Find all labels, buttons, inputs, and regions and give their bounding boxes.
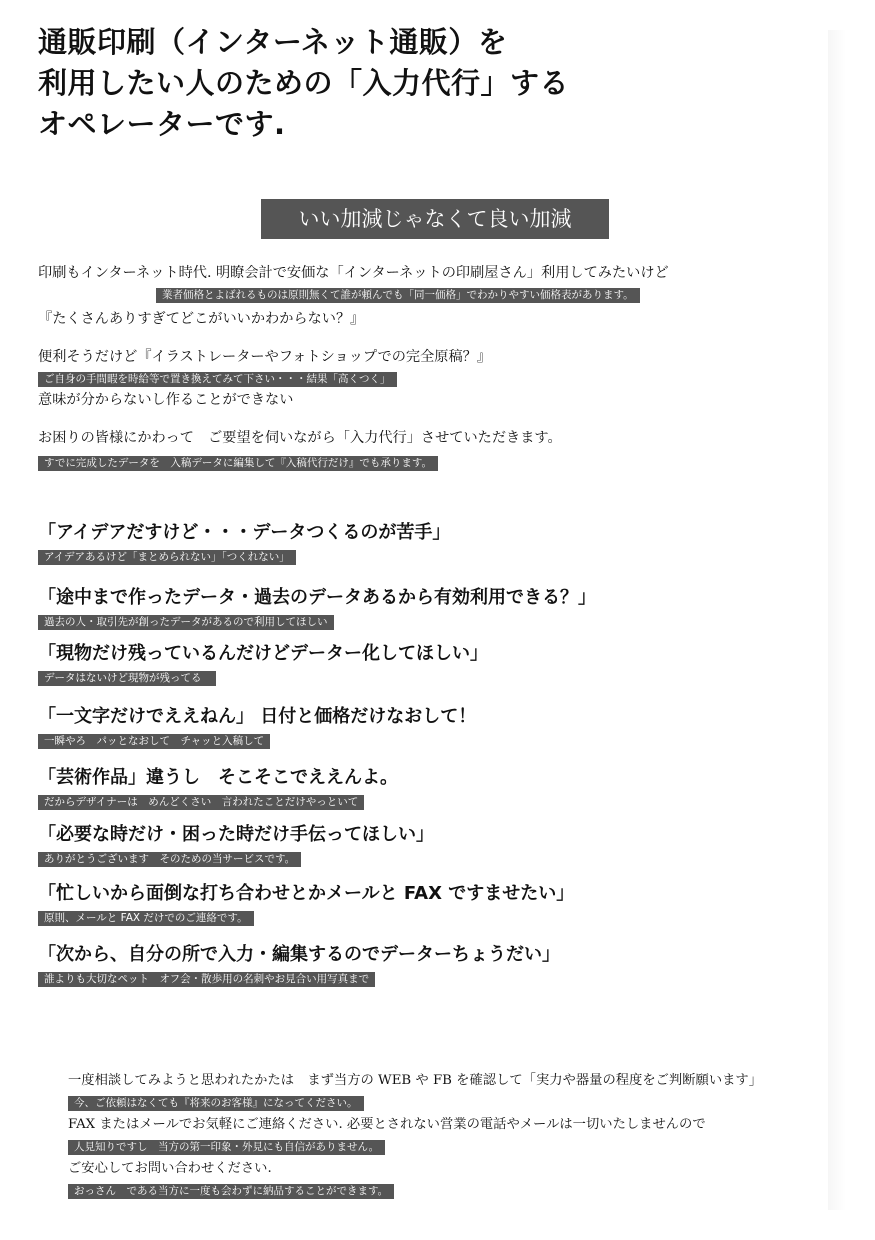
case-6 <box>38 823 434 867</box>
intro-text-1b: 『たくさんありすぎてどこがいいかわからない？』 <box>38 311 365 327</box>
footer-paragraph-3 <box>68 1159 394 1199</box>
case-7 <box>38 882 574 926</box>
intro-note-2: ご自身の手間暇を時給等で置き換えてみて下さい・・・結果「高くつく」 <box>38 372 397 387</box>
footer-note-3: おっさん である当方に一度も会わずに納品することができます。 <box>68 1184 394 1199</box>
case-1 <box>38 521 450 565</box>
headline-line-3: オペレーターです. <box>38 107 286 141</box>
footer-paragraph-2 <box>68 1115 706 1155</box>
intro-text-2: 便利そうだけど『イラストレーターやフォトショップでの完全原稿？』 <box>38 349 492 365</box>
case-title: 「芸術作品」違うし そこそこでええんよ。 <box>38 767 398 788</box>
page-edge-shade <box>828 30 846 1210</box>
case-title: 「途中まで作ったデータ・過去のデータあるから有効利用できる？」 <box>38 587 596 608</box>
case-note: 原則、メールと FAX だけでのご連絡です。 <box>38 911 254 926</box>
case-note: 過去の人・取引先が創ったデータがあるので利用してほしい <box>38 615 334 630</box>
intro-note-3: すでに完成したデータを 入稿データに編集して『入稿代行だけ』でも承ります。 <box>38 456 438 471</box>
intro-text-1: 印刷もインターネット時代. 明瞭会計で安価な「インターネットの印刷屋さん」利用してみたいけど <box>38 265 669 281</box>
case-title: 「忙しいから面倒な打ち合わせとかメールと FAX ですませたい」 <box>38 883 575 904</box>
footer-text-3: ご安心してお問い合わせください. <box>68 1161 272 1176</box>
slogan-banner: いい加減じゃなくて良い加減 <box>261 199 609 239</box>
case-note: 一瞬やろ パッとなおして チャッと入稿して <box>38 734 270 749</box>
headline <box>38 22 569 145</box>
case-note: だからデザイナーは めんどくさい 言われたことだけやっといて <box>38 795 364 810</box>
case-note: アイデアあるけど「まとめられない」「つくれない」 <box>38 550 296 565</box>
case-title: 「アイデアだすけど・・・データつくるのが苦手」 <box>38 522 451 543</box>
case-note: データはないけど現物が残ってる <box>38 671 216 686</box>
case-title: 「必要な時だけ・困った時だけ手伝ってほしい」 <box>38 824 434 845</box>
intro-text-3: お困りの皆様にかわって ご要望を伺いながら「入力代行」させていただきます。 <box>38 430 562 446</box>
intro-note-1: 業者価格とよばれるものは原則無くて誰が頼んでも「同一価格」でわかりやすい価格表があります。 <box>156 288 640 303</box>
case-title: 「現物だけ残っているんだけどデーター化してほしい」 <box>38 643 488 664</box>
intro-paragraph-2 <box>38 347 491 410</box>
footer-text-2: FAX またはメールでお気軽にご連絡ください. 必要とされない営業の電話やメールは一切いたしませんので <box>68 1117 706 1132</box>
headline-line-2: 利用したい人のための「入力代行」する <box>38 66 570 100</box>
case-8 <box>38 943 560 987</box>
headline-line-1: 通販印刷（インターネット通販）を <box>38 25 508 59</box>
intro-paragraph-3 <box>38 428 562 471</box>
case-4 <box>38 705 476 749</box>
footer-note-2: 人見知りですし 当方の第一印象・外見にも自信がありません。 <box>68 1140 385 1155</box>
case-note: ありがとうございます そのための当サービスです。 <box>38 852 301 867</box>
case-note: 誰よりも大切なペット オフ会・散歩用の名刺やお見合い用写真まで <box>38 972 375 987</box>
case-3 <box>38 642 488 686</box>
case-2 <box>38 586 596 630</box>
intro-paragraph-1 <box>38 263 669 329</box>
intro-text-2b: 意味が分からないし作ることができない <box>38 392 294 408</box>
case-title: 「一文字だけでええねん」 日付と価格だけなおして！ <box>38 706 477 727</box>
footer-paragraph-1 <box>68 1071 762 1111</box>
footer-text-1: 一度相談してみようと思われたかたは まず当方の WEB や FB を確認して「実力や器量の程度をご判断願います」 <box>68 1073 763 1088</box>
case-title: 「次から、自分の所で入力・編集するのでデーターちょうだい」 <box>38 944 560 965</box>
footer-note-1: 今、ご依頼はなくても『将来のお客様』になってください。 <box>68 1096 364 1111</box>
case-5 <box>38 766 398 810</box>
